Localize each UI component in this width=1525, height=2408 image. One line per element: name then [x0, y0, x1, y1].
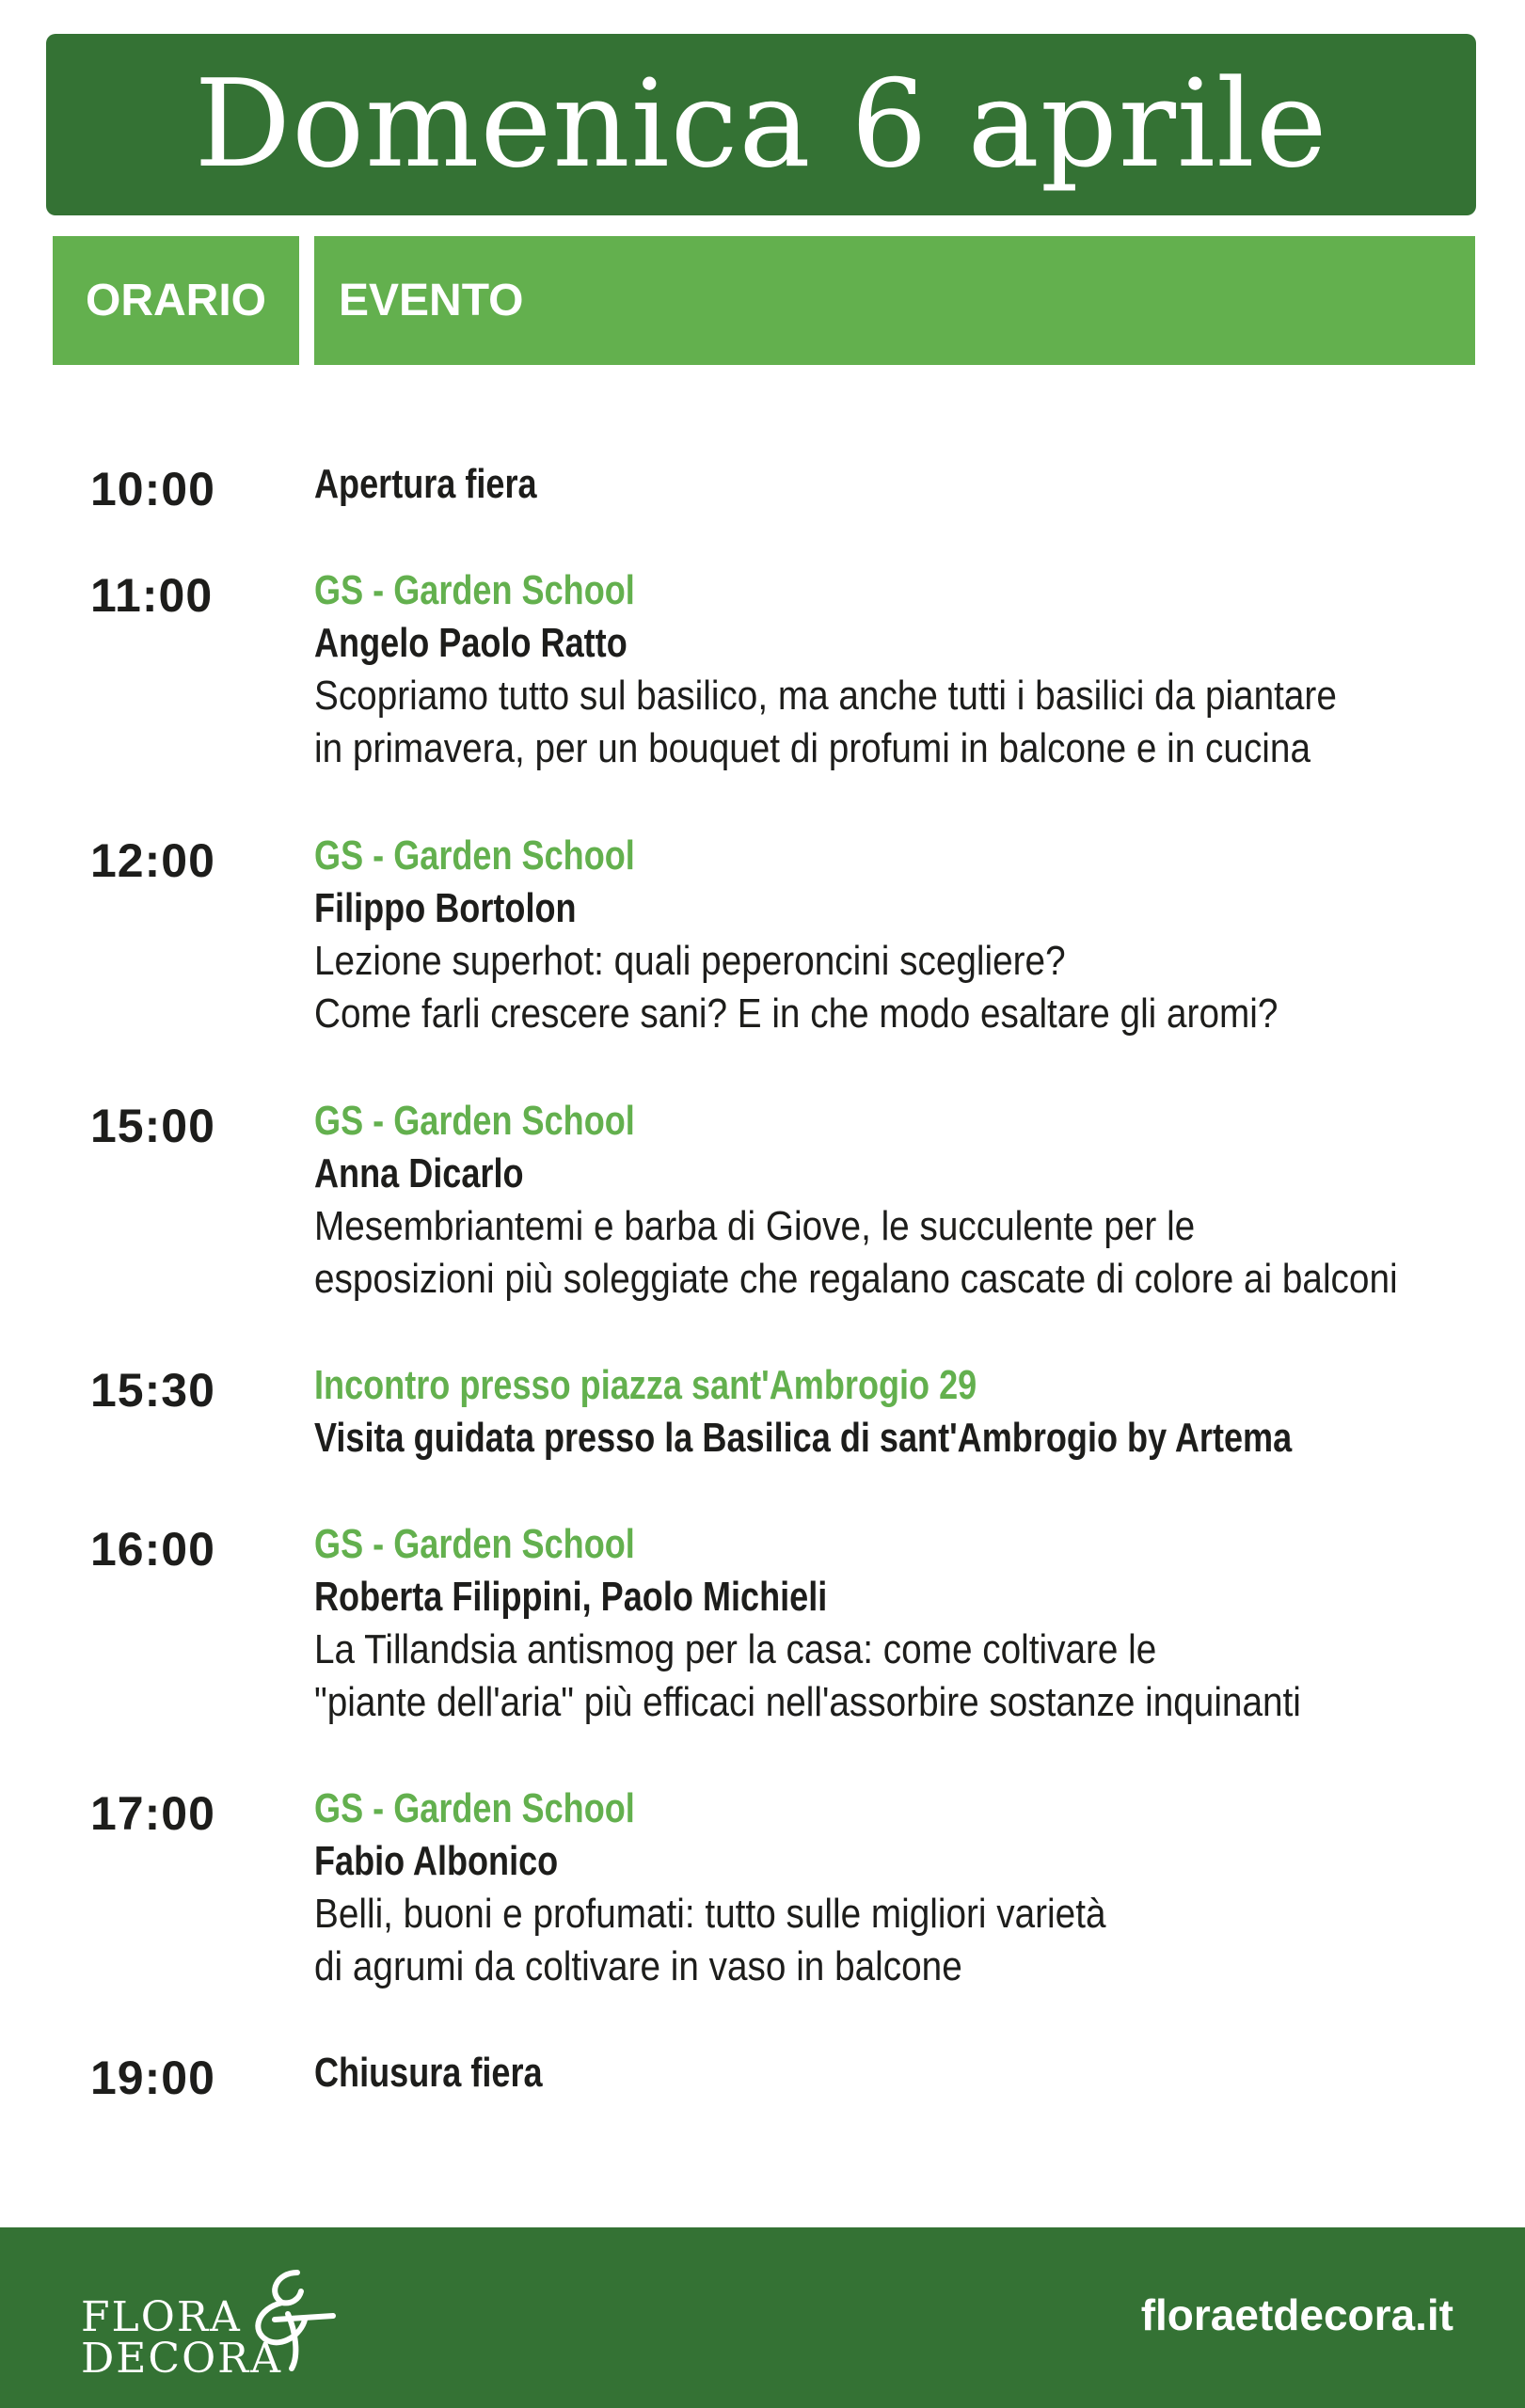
schedule-time: 15:30 — [90, 1364, 215, 1417]
schedule-event — [314, 1782, 1518, 1993]
schedule-time: 16:00 — [90, 1523, 215, 1576]
event-description: "piante dell'aria" più efficaci nell'assorbire sostanze inquinanti — [314, 1679, 1301, 1725]
event-title: Chiusura fiera — [314, 2050, 543, 2096]
event-title: Visita guidata presso la Basilica di sant'Ambrogio by Artema — [314, 1415, 1293, 1461]
schedule-time: 15:00 — [90, 1100, 215, 1152]
column-header-event: EVENTO — [314, 236, 1475, 365]
event-category: Incontro presso piazza sant'Ambrogio 29 — [314, 1362, 977, 1408]
event-title: Filippo Bortolon — [314, 885, 577, 931]
event-title: Roberta Filippini, Paolo Michieli — [314, 1574, 828, 1620]
event-category: GS - Garden School — [314, 567, 635, 613]
schedule-time: 12:00 — [90, 834, 215, 887]
footer — [0, 2227, 1525, 2408]
event-title: Angelo Paolo Ratto — [314, 620, 627, 666]
event-category: GS - Garden School — [314, 1521, 635, 1567]
event-title: Fabio Albonico — [314, 1838, 559, 1884]
event-description: esposizioni più soleggiate che regalano cascate di colore ai balconi — [314, 1256, 1398, 1302]
schedule-event — [314, 830, 1518, 1040]
event-title: Anna Dicarlo — [314, 1150, 524, 1196]
website-link[interactable]: floraetdecora.it — [1140, 2290, 1454, 2339]
title-banner — [46, 34, 1476, 215]
event-category: GS - Garden School — [314, 1098, 635, 1144]
logo-word-decora: DECORA — [81, 2335, 283, 2383]
event-description: Belli, buoni e profumati: tutto sulle migliori varietà — [314, 1891, 1106, 1937]
event-title: Apertura fiera — [314, 461, 537, 507]
event-description: Mesembriantemi e barba di Giove, le succulente per le — [314, 1203, 1196, 1249]
schedule-time: 11:00 — [90, 569, 214, 622]
event-description: Come farli crescere sani? E in che modo esaltare gli aromi? — [314, 990, 1279, 1037]
column-header-time: ORARIO — [53, 236, 299, 365]
schedule-time: 10:00 — [90, 463, 215, 515]
schedule-event — [314, 1359, 1518, 1465]
schedule-event — [314, 1095, 1518, 1306]
schedule-time: 17:00 — [90, 1787, 215, 1840]
event-description: Lezione superhot: quali peperoncini scegliere? — [314, 938, 1066, 984]
schedule-time: 19:00 — [90, 2052, 215, 2104]
event-description: in primavera, per un bouquet di profumi in balcone e in cucina — [314, 725, 1311, 771]
ampersand-t-logo-icon — [239, 2265, 342, 2378]
schedule-event — [314, 458, 1518, 511]
event-description: Scopriamo tutto sul basilico, ma anche tutti i basilici da piantare — [314, 673, 1337, 719]
event-description: La Tillandsia antismog per la casa: come coltivare le — [314, 1626, 1157, 1672]
page-title: Domenica 6 aprile — [194, 54, 1328, 195]
schedule-event — [314, 564, 1518, 775]
schedule-event — [314, 1518, 1518, 1729]
schedule-event — [314, 2047, 1518, 2099]
event-category: GS - Garden School — [314, 832, 635, 879]
event-description: di agrumi da coltivare in vaso in balcone — [314, 1943, 962, 1989]
flora-et-decora-logo — [81, 2265, 363, 2383]
logo-word-flora: FLORA — [81, 2293, 242, 2341]
event-category: GS - Garden School — [314, 1785, 635, 1831]
